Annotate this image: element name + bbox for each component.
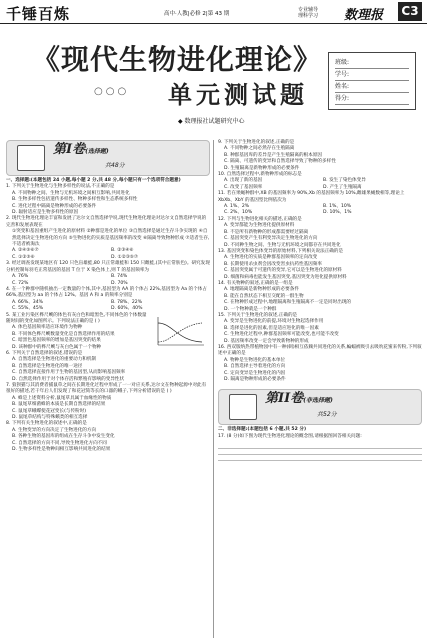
- population-graph: [154, 315, 206, 349]
- issue-info: 高中·人教|必修 2|第 43 期: [164, 11, 230, 17]
- question-15: 15. 下列关于生物进化的叙述,正确的是 A. 变异是生物进化的前提,环境对生物起选择作用 B. 选择是进化的因素,但是适应进化的唯一因素 C. 生物进化过程中,种群基因频率可能改变,也可能不改变 D. 基因频率改变一定会导致新物种的形成: [218, 312, 339, 344]
- tag: 理科学习: [298, 13, 319, 19]
- decorative-dots: ○○○: [94, 86, 130, 97]
- question-6: 6. 下列关于自然选择的叙述,错误的是 A. 自然选择是生物进化的重要动力和机制 B. 自然选择是生物进化的唯一途径 C. 自然选择直接作用于生物的基因型,从而影响基因频率 D. 自然选择作用于对个体存活和繁殖有影响的变异性状: [6, 350, 126, 382]
- book-icon: [17, 145, 45, 171]
- student-info-box: [328, 52, 416, 110]
- section1-score: 共48分: [105, 162, 125, 169]
- section1-instructions: 一、选择题:(本题包括 24 小题,每小题 2 分,共 48 分,每小题只有一个选项符合题意): [6, 178, 181, 183]
- left-column: [6, 140, 210, 453]
- tag-list: [298, 7, 318, 19]
- question-17: 17. (8 分)如下图为现代生物进化理论的概念图,请根据图回答相关问题:: [218, 433, 362, 439]
- question-3: 3. 经过调查发现某地区有 120 只色盲雄蛙,80 只正常雄蛙和 150 只雌蛙,(其中正常肤色)。研究发现分析控制每羽毛正常基因的基因 T 位于 X 染色体上,则 T 的基因频率为 A. 76% B. 74% C. 72% D. 70%: [6, 261, 210, 286]
- title-banner: [6, 30, 421, 138]
- answer-lines[interactable]: [218, 442, 422, 461]
- column-divider: [213, 140, 214, 638]
- masthead: 千锤百炼: [6, 5, 71, 23]
- question-5: 5. 某工业污染区桦尺蠖的体色有灰白色和暗黑色,不同体色的个体数量随时间的变化如图所示。下列说法正确的是 ( ) A. 体色基因频率适应环境作为物种 B. 不同体色桦尺蠖数量变化是自然选择作用的结果 C. 暗黑色基因频率的增加是基因突变的结果 D. 该种群中的桦尺蠖与灰白色属于一个物种: [6, 313, 210, 351]
- question-1: 1. 下列关于生物进化与生物多样性的说法,不正确的是 A. 不同物种之间、生物与无机环境之间相互影响,共同进化 B. 生物多样性包括遗传多样性、物种多样性和生态系统多样性 C. 进化过程中隔离是物种形成的必要条件 D. 辐射适应是生物多样性的原因: [6, 184, 138, 216]
- question-4: 4. 在一个种群中随机抽出一定数量的个体,其中,基因型为 AA 的个体占 22%,基因型为 Aa 的个体占 66%,基因型为 aa 的个体占 12%。基因 A 和 a 的频率分别是 A. 66%、34% B. 78%、22% C. 55%、45% D. 60%、40%: [6, 286, 207, 312]
- brand-logo: 数理报: [344, 8, 384, 23]
- page-header: [0, 0, 427, 24]
- section1-title: 第I卷(选择题): [53, 142, 109, 157]
- section2-score: 共52分: [317, 411, 337, 419]
- score-field[interactable]: 得分:: [335, 93, 409, 105]
- section2-instructions: 二、非选择题:(本题包括 6 小题,共 52 分): [218, 427, 307, 433]
- section1-header: [6, 140, 210, 176]
- section-code: C3: [398, 2, 422, 21]
- section2-title: 第II卷(非选择题): [265, 391, 333, 407]
- organization: ◆ 数理报社试题研究中心: [178, 118, 245, 125]
- question-2: 2. 现代生物进化理论丰富和发展了达尔文自然选择学说,现代生物进化理论对达尔文自然选择学说的完善和发展表现在 ①突变和基因重组产生进化的原材料 ②种群是进化的单位 ③自然选择是通过生存斗争实现的 ④自然选择决定生物进化的方向 ⑤生物进化的实质是基因频率的改变 ⑥隔离导致物种形成 ⑦适者生存,不适者被淘汰 A. ②④⑤⑥⑦ B. ②③④⑥ C. ①②⑤⑥ D. ①②③⑤⑦: [6, 216, 210, 260]
- student-id-field[interactable]: 学号:: [335, 69, 409, 81]
- name-field[interactable]: 姓名:: [335, 81, 409, 93]
- exam-title: 《现代生物进化理论》: [32, 43, 323, 76]
- tag: 专业辅导: [298, 7, 319, 13]
- class-field[interactable]: 班级:: [335, 57, 409, 69]
- book-icon: [229, 394, 257, 420]
- question-10: 10. 自然选择过程中,新物种形成的标志是 A. 出现了新的基因 B. 发生了染色体变异 C. 改变了基因频率 D. 产生了生殖隔离: [218, 172, 366, 190]
- question-8: 8. 下列有关生物进化的叙述中,正确的是 A. 生物变异的方向决定了生物进化的方向 B. 各种生物的基因库的组成在生存斗争中发生变化 C. 自然选择的方向不同,导致生物进化方向不同 D. 生物多样性是物种间相互影响共同进化的结果: [6, 421, 115, 453]
- exam-subtitle: 单元测试题: [168, 80, 308, 109]
- question-11: 11. 若在果蝇种群中,XB 的基因频率为 90%,Xb 的基因频率为 10%,雌雄果蝇数相等,理论上 XbXb、XbY 的基因型比例依次为 A. 1%、2% B. 1%、10% C. 2%、10% D. 10%、1%: [218, 191, 405, 216]
- question-9: 9. 下列关于生物进化的叙述,正确的是 A. 不同物种之间必然存在生殖隔离 B. 种群基因库的差异是产生生殖隔离的根本原因 C. 隔离、可遗传的变异和自然选择导致了物种的多样性 D. 生殖隔离是新物种形成的必要条件: [218, 140, 336, 171]
- question-12: 12. 下列与生物进化相关的描述,正确的是 A. 变异都能为生物进化提供原材料 B. 不是所有新物种的形成都需要经过隔离 C. 基因突变产生有利变异决定生物进化的方向 D. 不同种生物之间、生物与无机环境之间都存在共同进化: [218, 216, 341, 248]
- question-13: 13. 基因突变和染色体变异的原始材料,下列相关说法正确的是 A. 生物进化的实质是种群基因频率的定向改变 B. 长期使用杀虫剂会因改变害虫抗药性基因频率 C. 基因突变属于可遗传的变异,它可以是生物进化的原材料 D. 细菌和病毒也能发生基因突变,基因突变为进化提供原材料: [218, 248, 347, 280]
- section2-header: [218, 389, 422, 425]
- right-column: [218, 140, 422, 461]
- question-7: 7. 狼狈猫与其消费者捕鼠草之间在长期进化过程中形成了一一对应关系,达尔文在物种起源中对此有很好的描述,若干年后人们发现了和花冠筒等长的口器的蛾子,下列分析错误的是 ( ) A. 蜂是上述资料分析,鼠尾草具属于血缘性的物质 B. 鼠尾草细菌蜂的本质是长期自然选择的结果 C. 鼠尾草蛾蝶使花冠变长(与传粉时) D. 鼠尾草结构与特殊蛾类的相互选择: [6, 383, 207, 421]
- question-16: 16. 西双版纳热带植物园中有一种(刺)相互依赖共同进化的关系,蝙蝠被吸引去吸吮花蜜来传粉,下列叙述中正确的是 A. 物种是生物进化的基本单位 B. 自然选择主导着进化的方向 C. 定向变异是生物进化的内因 D. 隔离是物种形成的必要条件: [218, 345, 422, 383]
- question-14: 14. 有关物种的叙述,正确的是一组是 A. 地理隔离是新物种形成的必要条件 B. 能在自然状态下相互交配的一群生物 C. 在物种形成过程中,地理隔离和生殖隔离不一定是同时出现的 D. 一个物种就是一个种群: [218, 280, 352, 312]
